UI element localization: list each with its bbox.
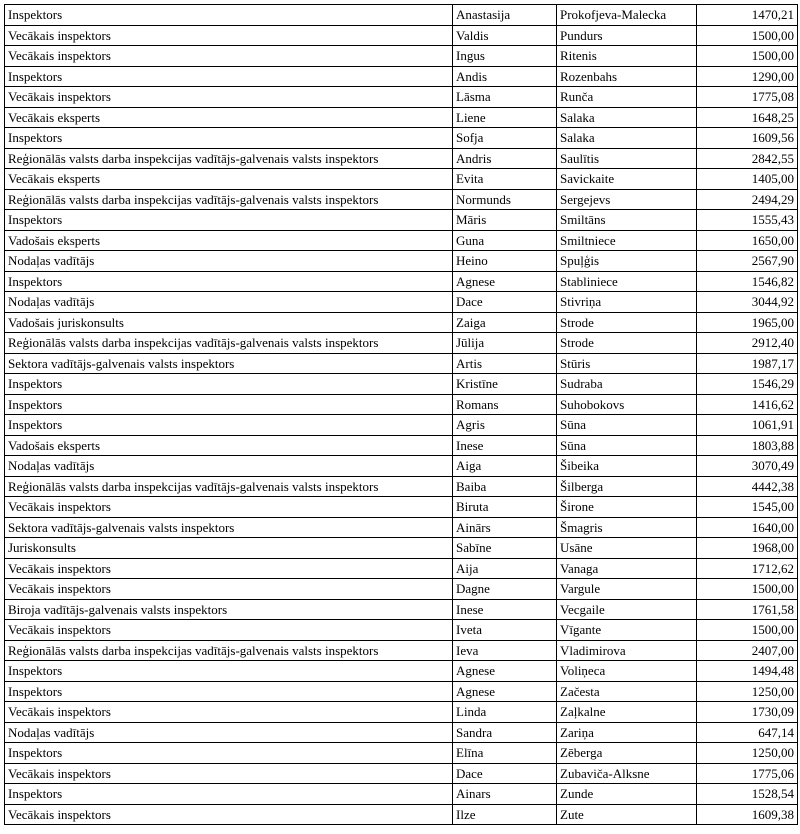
last-name-cell: Zēberga (557, 743, 697, 764)
first-name-cell: Agnese (453, 681, 557, 702)
position-cell: Nodaļas vadītājs (5, 251, 453, 272)
table-row (5, 230, 798, 251)
salary-cell: 1555,43 (697, 210, 798, 231)
table-row (5, 87, 798, 108)
first-name-cell: Elīna (453, 743, 557, 764)
first-name-cell: Māris (453, 210, 557, 231)
position-cell: Vecākais inspektors (5, 763, 453, 784)
table-row (5, 743, 798, 764)
salary-cell: 1609,56 (697, 128, 798, 149)
position-cell: Nodaļas vadītājs (5, 292, 453, 313)
table-row (5, 5, 798, 26)
salary-cell: 1500,00 (697, 46, 798, 67)
last-name-cell: Vecgaile (557, 599, 697, 620)
salary-cell: 1494,48 (697, 661, 798, 682)
position-cell: Vecākais inspektors (5, 25, 453, 46)
last-name-cell: Salaka (557, 107, 697, 128)
position-cell: Vadošais juriskonsults (5, 312, 453, 333)
first-name-cell: Sofja (453, 128, 557, 149)
table-row (5, 189, 798, 210)
salary-cell: 1545,00 (697, 497, 798, 518)
salary-cell: 1730,09 (697, 702, 798, 723)
position-cell: Vadošais eksperts (5, 435, 453, 456)
first-name-cell: Romans (453, 394, 557, 415)
position-cell: Vecākais inspektors (5, 497, 453, 518)
position-cell: Reģionālās valsts darba inspekcijas vadītājs-galvenais valsts inspektors (5, 148, 453, 169)
last-name-cell: Smiltāns (557, 210, 697, 231)
table-row (5, 620, 798, 641)
last-name-cell: Šmagris (557, 517, 697, 538)
first-name-cell: Anastasija (453, 5, 557, 26)
salary-cell: 1775,06 (697, 763, 798, 784)
last-name-cell: Saulītis (557, 148, 697, 169)
first-name-cell: Zaiga (453, 312, 557, 333)
first-name-cell: Dagne (453, 579, 557, 600)
position-cell: Reģionālās valsts darba inspekcijas vadītājs-galvenais valsts inspektors (5, 333, 453, 354)
table-row (5, 558, 798, 579)
table-row (5, 374, 798, 395)
first-name-cell: Normunds (453, 189, 557, 210)
table-row (5, 415, 798, 436)
position-cell: Nodaļas vadītājs (5, 722, 453, 743)
last-name-cell: Suhobokovs (557, 394, 697, 415)
position-cell: Reģionālās valsts darba inspekcijas vadītājs-galvenais valsts inspektors (5, 640, 453, 661)
table-row (5, 107, 798, 128)
first-name-cell: Ieva (453, 640, 557, 661)
table-row (5, 435, 798, 456)
first-name-cell: Biruta (453, 497, 557, 518)
position-cell: Vecākais eksperts (5, 107, 453, 128)
position-cell: Inspektors (5, 5, 453, 26)
salary-cell: 1640,00 (697, 517, 798, 538)
table-row (5, 497, 798, 518)
first-name-cell: Agris (453, 415, 557, 436)
salary-cell: 1546,29 (697, 374, 798, 395)
last-name-cell: Zunde (557, 784, 697, 805)
last-name-cell: Voliņeca (557, 661, 697, 682)
last-name-cell: Stivriņa (557, 292, 697, 313)
table-row (5, 681, 798, 702)
last-name-cell: Salaka (557, 128, 697, 149)
last-name-cell: Šibeika (557, 456, 697, 477)
first-name-cell: Andris (453, 148, 557, 169)
salary-cell: 1803,88 (697, 435, 798, 456)
first-name-cell: Linda (453, 702, 557, 723)
last-name-cell: Usāne (557, 538, 697, 559)
position-cell: Inspektors (5, 415, 453, 436)
table-body (5, 5, 798, 825)
first-name-cell: Aija (453, 558, 557, 579)
last-name-cell: Smiltniece (557, 230, 697, 251)
position-cell: Vecākais inspektors (5, 702, 453, 723)
table-row (5, 292, 798, 313)
staff-salary-table (4, 4, 798, 825)
first-name-cell: Ainārs (453, 517, 557, 538)
salary-cell: 1965,00 (697, 312, 798, 333)
salary-cell: 1775,08 (697, 87, 798, 108)
position-cell: Vadošais eksperts (5, 230, 453, 251)
salary-cell: 1470,21 (697, 5, 798, 26)
position-cell: Nodaļas vadītājs (5, 456, 453, 477)
salary-cell: 3070,49 (697, 456, 798, 477)
first-name-cell: Baiba (453, 476, 557, 497)
position-cell: Reģionālās valsts darba inspekcijas vadītājs-galvenais valsts inspektors (5, 476, 453, 497)
last-name-cell: Začesta (557, 681, 697, 702)
salary-cell: 1968,00 (697, 538, 798, 559)
last-name-cell: Pundurs (557, 25, 697, 46)
salary-cell: 1650,00 (697, 230, 798, 251)
table-row (5, 128, 798, 149)
salary-cell: 1061,91 (697, 415, 798, 436)
position-cell: Inspektors (5, 681, 453, 702)
first-name-cell: Dace (453, 763, 557, 784)
last-name-cell: Vargule (557, 579, 697, 600)
first-name-cell: Liene (453, 107, 557, 128)
last-name-cell: Širone (557, 497, 697, 518)
salary-cell: 4442,38 (697, 476, 798, 497)
table-row (5, 394, 798, 415)
table-row (5, 271, 798, 292)
first-name-cell: Inese (453, 435, 557, 456)
salary-cell: 1648,25 (697, 107, 798, 128)
table-row (5, 312, 798, 333)
salary-cell: 3044,92 (697, 292, 798, 313)
table-row (5, 579, 798, 600)
table-row (5, 661, 798, 682)
table-row (5, 25, 798, 46)
first-name-cell: Sabīne (453, 538, 557, 559)
last-name-cell: Zubaviča-Alksne (557, 763, 697, 784)
first-name-cell: Agnese (453, 661, 557, 682)
position-cell: Vecākais inspektors (5, 804, 453, 825)
table-row (5, 333, 798, 354)
last-name-cell: Ritenis (557, 46, 697, 67)
first-name-cell: Aiga (453, 456, 557, 477)
position-cell: Biroja vadītājs-galvenais valsts inspektors (5, 599, 453, 620)
table-row (5, 46, 798, 67)
salary-cell: 1528,54 (697, 784, 798, 805)
position-cell: Inspektors (5, 394, 453, 415)
salary-cell: 1416,62 (697, 394, 798, 415)
position-cell: Inspektors (5, 661, 453, 682)
last-name-cell: Sūna (557, 435, 697, 456)
salary-cell: 1500,00 (697, 579, 798, 600)
salary-cell: 2912,40 (697, 333, 798, 354)
first-name-cell: Heino (453, 251, 557, 272)
table-row (5, 784, 798, 805)
position-cell: Sektora vadītājs-galvenais valsts inspektors (5, 517, 453, 538)
last-name-cell: Sudraba (557, 374, 697, 395)
last-name-cell: Strode (557, 333, 697, 354)
first-name-cell: Valdis (453, 25, 557, 46)
position-cell: Inspektors (5, 374, 453, 395)
table-row (5, 640, 798, 661)
last-name-cell: Sergejevs (557, 189, 697, 210)
last-name-cell: Šilberga (557, 476, 697, 497)
first-name-cell: Lāsma (453, 87, 557, 108)
salary-cell: 1290,00 (697, 66, 798, 87)
salary-cell: 1987,17 (697, 353, 798, 374)
first-name-cell: Ilze (453, 804, 557, 825)
first-name-cell: Jūlija (453, 333, 557, 354)
salary-cell: 647,14 (697, 722, 798, 743)
table-row (5, 538, 798, 559)
last-name-cell: Vanaga (557, 558, 697, 579)
last-name-cell: Sūna (557, 415, 697, 436)
table-row (5, 148, 798, 169)
first-name-cell: Andis (453, 66, 557, 87)
position-cell: Reģionālās valsts darba inspekcijas vadītājs-galvenais valsts inspektors (5, 189, 453, 210)
position-cell: Vecākais inspektors (5, 620, 453, 641)
salary-cell: 1609,38 (697, 804, 798, 825)
position-cell: Inspektors (5, 743, 453, 764)
first-name-cell: Kristīne (453, 374, 557, 395)
position-cell: Juriskonsults (5, 538, 453, 559)
position-cell: Vecākais inspektors (5, 579, 453, 600)
first-name-cell: Iveta (453, 620, 557, 641)
first-name-cell: Artis (453, 353, 557, 374)
table-row (5, 599, 798, 620)
salary-cell: 1250,00 (697, 743, 798, 764)
table-row (5, 804, 798, 825)
first-name-cell: Ingus (453, 46, 557, 67)
table-row (5, 517, 798, 538)
first-name-cell: Inese (453, 599, 557, 620)
position-cell: Inspektors (5, 210, 453, 231)
position-cell: Inspektors (5, 271, 453, 292)
last-name-cell: Runča (557, 87, 697, 108)
last-name-cell: Rozenbahs (557, 66, 697, 87)
salary-cell: 2842,55 (697, 148, 798, 169)
table-row (5, 476, 798, 497)
table-row (5, 763, 798, 784)
salary-cell: 1546,82 (697, 271, 798, 292)
last-name-cell: Spuļģis (557, 251, 697, 272)
table-row (5, 169, 798, 190)
position-cell: Vecākais eksperts (5, 169, 453, 190)
last-name-cell: Strode (557, 312, 697, 333)
first-name-cell: Agnese (453, 271, 557, 292)
last-name-cell: Zute (557, 804, 697, 825)
table-row (5, 210, 798, 231)
first-name-cell: Ainars (453, 784, 557, 805)
last-name-cell: Vladimirova (557, 640, 697, 661)
last-name-cell: Vīgante (557, 620, 697, 641)
salary-cell: 1761,58 (697, 599, 798, 620)
position-cell: Inspektors (5, 784, 453, 805)
salary-cell: 2407,00 (697, 640, 798, 661)
table-row (5, 66, 798, 87)
position-cell: Sektora vadītājs-galvenais valsts inspektors (5, 353, 453, 374)
position-cell: Vecākais inspektors (5, 558, 453, 579)
last-name-cell: Zaļkalne (557, 702, 697, 723)
table-row (5, 251, 798, 272)
salary-cell: 2494,29 (697, 189, 798, 210)
salary-cell: 1405,00 (697, 169, 798, 190)
last-name-cell: Stūris (557, 353, 697, 374)
salary-cell: 1712,62 (697, 558, 798, 579)
table-row (5, 702, 798, 723)
position-cell: Inspektors (5, 128, 453, 149)
first-name-cell: Dace (453, 292, 557, 313)
position-cell: Inspektors (5, 66, 453, 87)
salary-cell: 1500,00 (697, 25, 798, 46)
last-name-cell: Zariņa (557, 722, 697, 743)
first-name-cell: Evita (453, 169, 557, 190)
last-name-cell: Savickaite (557, 169, 697, 190)
position-cell: Vecākais inspektors (5, 46, 453, 67)
last-name-cell: Stabliniece (557, 271, 697, 292)
table-row (5, 722, 798, 743)
table-row (5, 456, 798, 477)
last-name-cell: Prokofjeva-Malecka (557, 5, 697, 26)
salary-cell: 2567,90 (697, 251, 798, 272)
salary-cell: 1500,00 (697, 620, 798, 641)
table-row (5, 353, 798, 374)
position-cell: Vecākais inspektors (5, 87, 453, 108)
first-name-cell: Guna (453, 230, 557, 251)
salary-cell: 1250,00 (697, 681, 798, 702)
first-name-cell: Sandra (453, 722, 557, 743)
